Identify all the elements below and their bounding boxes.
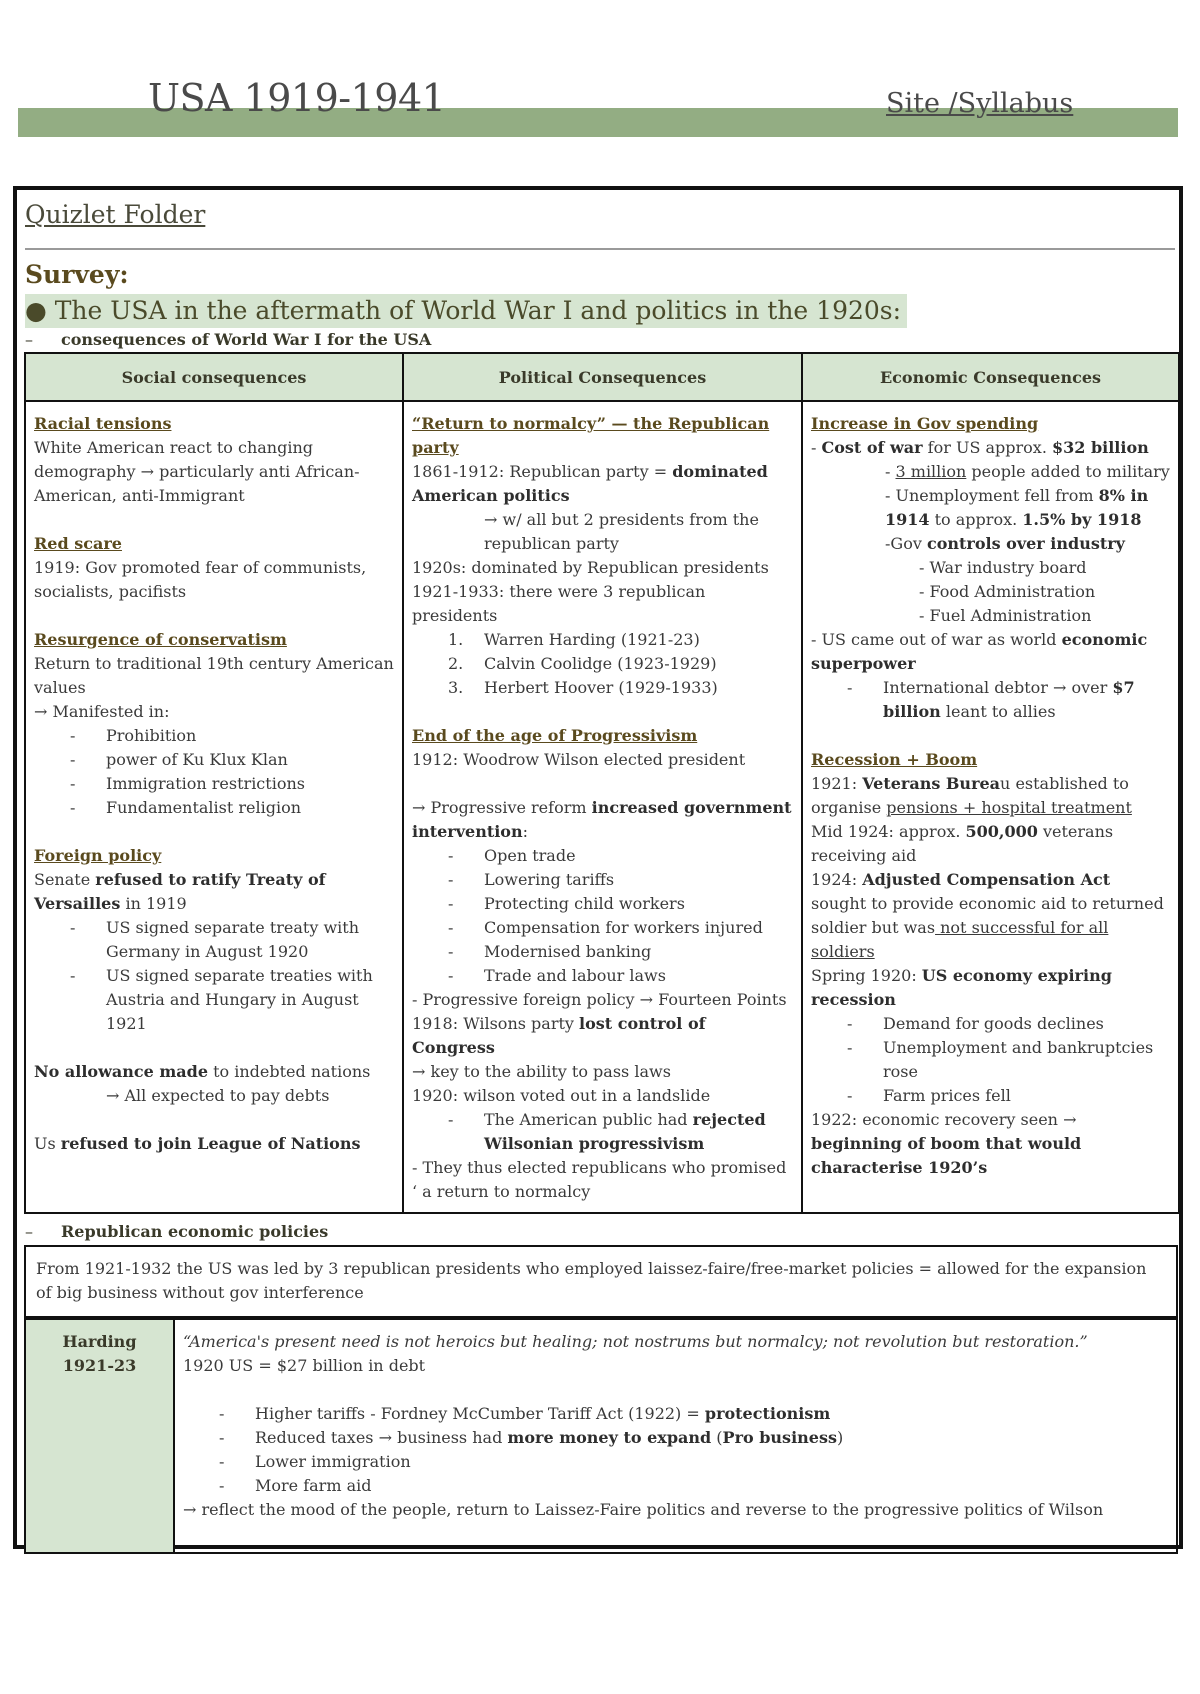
list-item: - Immigration restrictions <box>70 772 394 796</box>
adjusted-compensation-text: 1924: Adjusted Compensation Act sought to provide economic aid to returned soldier but was not successful for all soldiers <box>811 870 1164 961</box>
cost-text: - Cost of war for US approx. $32 billion <box>811 438 1149 457</box>
senate-text: Senate refused to ratify Treaty of Versailles in 1919 <box>34 870 326 913</box>
conservatism-text: Return to traditional 19th century American values <box>34 654 394 697</box>
survey-heading: Survey: <box>25 260 129 289</box>
presidents-list <box>412 628 793 700</box>
harding-years: 1921-23 <box>62 1356 137 1375</box>
dash: – <box>25 1222 33 1241</box>
list-item: - Higher tariffs - Fordney McCumber Tariff Act (1922) = protectionism <box>219 1402 1168 1426</box>
twenties-text: 1920s: dominated by Republican presidents <box>412 558 769 577</box>
list-item: - The American public had rejected Wilsonian progressivism <box>448 1108 793 1156</box>
foreign-policy-title: Foreign policy <box>34 846 162 865</box>
reform-list <box>412 844 793 988</box>
site-syllabus-link[interactable]: Site /Syllabus <box>886 88 1074 119</box>
harding-label-cell <box>25 1319 174 1553</box>
harding-details-cell <box>174 1319 1177 1553</box>
manifested-list <box>34 724 394 820</box>
consequences-table <box>24 352 1180 1214</box>
treaty-list <box>34 916 394 1036</box>
list-item: - Open trade <box>448 844 793 868</box>
normalcy-title: “Return to normalcy” — the Republican party <box>412 414 770 457</box>
board-item: - War industry board <box>919 558 1087 577</box>
list-item: - Prohibition <box>70 724 394 748</box>
rejected-list <box>412 1108 793 1156</box>
three-presidents: 1921-1933: there were 3 republican presidents <box>412 582 706 625</box>
quizlet-folder-link[interactable]: Quizlet Folder <box>25 200 206 229</box>
list-item: - Demand for goods declines <box>847 1012 1170 1036</box>
red-scare-text: 1919: Gov promoted fear of communists, socialists, pacifists <box>34 558 367 601</box>
manifested-text: → Manifested in: <box>34 702 170 721</box>
list-item: - Reduced taxes → business had more money to expand (Pro business) <box>219 1426 1168 1450</box>
harding-quote: “America's present need is not heroics but healing; not nostrums but normalcy; not revolution but restoration.” <box>183 1332 1088 1351</box>
league-text: Us refused to join League of Nations <box>34 1134 361 1153</box>
debts-text: → All expected to pay debts <box>106 1086 330 1105</box>
spring-1920-text: Spring 1920: US economy expiring recession <box>811 966 1112 1009</box>
spending-title: Increase in Gov spending <box>811 414 1039 433</box>
political-cell <box>403 401 802 1213</box>
divider <box>25 248 1175 250</box>
list-item: - Modernised banking <box>448 940 793 964</box>
progressivism-title: End of the age of Progressivism <box>412 726 698 745</box>
republican-dominance: 1861-1912: Republican party = dominated American politics <box>412 462 768 505</box>
subheading-text: Republican economic policies <box>61 1222 329 1241</box>
million-text: - 3 million people added to military <box>885 462 1170 481</box>
subheading-text: consequences of World War I for the USA <box>61 330 432 349</box>
section-heading: ● The USA in the aftermath of World War I and politics in the 1920s: <box>25 294 907 328</box>
recession-list <box>811 1012 1170 1108</box>
social-cell <box>25 401 403 1213</box>
voted-text: 1920: wilson voted out in a landslide <box>412 1086 711 1105</box>
economic-cell <box>802 401 1179 1213</box>
list-item: - Fundamentalist religion <box>70 796 394 820</box>
mid-1924-text: Mid 1924: approx. 500,000 veterans receiving aid <box>811 822 1114 865</box>
list-item: - Trade and labour laws <box>448 964 793 988</box>
list-item: - US signed separate treaties with Austria and Hungary in August 1921 <box>70 964 394 1036</box>
red-scare-title: Red scare <box>34 534 122 553</box>
list-item: 2. Calvin Coolidge (1923-1929) <box>448 654 717 673</box>
list-item: 3. Herbert Hoover (1929-1933) <box>448 678 718 697</box>
list-item: - Compensation for workers injured <box>448 916 793 940</box>
unemployment-text: - Unemployment fell from 8% in 1914 to approx. 1.5% by 1918 <box>885 486 1149 529</box>
boom-text: beginning of boom that would characterise 1920’s <box>811 1134 1082 1177</box>
list-item: - Protecting child workers <box>448 892 793 916</box>
foreign-text: - Progressive foreign policy → Fourteen Points <box>412 990 787 1009</box>
column-header-economic: Economic Consequences <box>802 353 1179 401</box>
congress-text: 1918: Wilsons party lost control of Congress <box>412 1014 706 1057</box>
recovery-text: 1922: economic recovery seen → <box>811 1110 1077 1129</box>
reflect-text: → reflect the mood of the people, return to Laissez-Faire politics and reverse to the progressive politics of Wilson <box>183 1500 1104 1519</box>
allowance-text: No allowance made to indebted nations <box>34 1062 371 1081</box>
harding-name: Harding <box>62 1332 137 1351</box>
recession-title: Recession + Boom <box>811 750 978 769</box>
harding-table <box>24 1318 1178 1554</box>
veterans-text: 1921: Veterans Bureau established to organise pensions + hospital treatment <box>811 774 1132 817</box>
dash: – <box>25 330 33 349</box>
page-title: USA 1919-1941 <box>148 76 446 120</box>
superpower-text: - US came out of war as world economic superpower <box>811 630 1148 673</box>
republican-summary: From 1921-1932 the US was led by 3 republican presidents who employed laissez-faire/free-market policies = allowed for the expansion of big business without gov interference <box>24 1245 1178 1318</box>
board-item: - Food Administration <box>919 582 1096 601</box>
racial-title: Racial tensions <box>34 414 172 433</box>
wilson-text: 1912: Woodrow Wilson elected president <box>412 750 746 769</box>
table-body-row <box>25 401 1179 1213</box>
conservatism-title: Resurgence of conservatism <box>34 630 287 649</box>
list-item: - Farm prices fell <box>847 1084 1170 1108</box>
list-item: - US signed separate treaty with Germany in August 1920 <box>70 916 394 964</box>
key-text: → key to the ability to pass laws <box>412 1062 671 1081</box>
list-item: - Unemployment and bankruptcies rose <box>847 1036 1170 1084</box>
list-item: - Lower immigration <box>219 1450 1168 1474</box>
gov-controls-text: -Gov controls over industry <box>885 534 1125 553</box>
thus-text: - They thus elected republicans who promised ‘ a return to normalcy <box>412 1158 787 1201</box>
list-item: - More farm aid <box>219 1474 1168 1498</box>
column-header-political: Political Consequences <box>403 353 802 401</box>
reform-text: → Progressive reform increased government intervention: <box>412 798 792 841</box>
debt-text: 1920 US = $27 billion in debt <box>183 1356 426 1375</box>
subheading-republican <box>25 1222 328 1241</box>
table-header-row <box>25 353 1179 401</box>
harding-policy-list <box>183 1402 1168 1498</box>
list-item: 1. Warren Harding (1921-23) <box>448 630 700 649</box>
debtor-list <box>811 676 1170 724</box>
column-header-social: Social consequences <box>25 353 403 401</box>
list-item: - power of Ku Klux Klan <box>70 748 394 772</box>
republican-sub: → w/ all but 2 presidents from the republican party <box>484 510 759 553</box>
list-item: - Lowering tariffs <box>448 868 793 892</box>
racial-text: White American react to changing demography → particularly anti African-American, anti-Immigrant <box>34 438 360 505</box>
subheading-consequences <box>25 330 431 349</box>
list-item: - International debtor → over $7 billion leant to allies <box>847 676 1170 724</box>
table-row <box>25 1319 1177 1553</box>
board-item: - Fuel Administration <box>919 606 1092 625</box>
